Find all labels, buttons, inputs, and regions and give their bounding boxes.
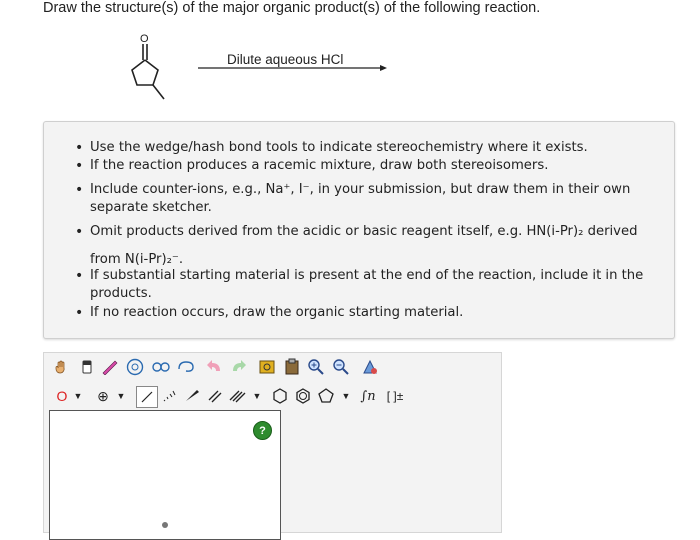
undo-icon[interactable] (205, 357, 225, 377)
oxygen-label: O (140, 33, 149, 45)
hand-icon[interactable] (52, 357, 72, 377)
eraser-icon[interactable] (77, 357, 97, 377)
benzene-icon[interactable] (293, 386, 313, 406)
chevron-down-icon[interactable]: ▼ (252, 391, 262, 401)
bracket-button[interactable]: [ ]± (386, 389, 404, 403)
reagent-label: Dilute aqueous HCl (227, 52, 344, 67)
drawing-canvas[interactable] (49, 410, 281, 540)
triple-bond-icon[interactable] (228, 386, 248, 406)
atom-selector[interactable]: O (56, 388, 68, 404)
instruction-item: • If the reaction produces a racemic mixture, draw both stereoisomers. (90, 157, 650, 175)
instruction-item: • Include counter-ions, e.g., Na⁺, I⁻, in your submission, but draw them in their own separate sketcher. (90, 181, 650, 217)
sgroup-button[interactable]: ∫n (360, 388, 376, 404)
arrow-head (380, 65, 387, 71)
ring-template-icon[interactable] (125, 357, 145, 377)
chain-icon[interactable] (151, 357, 171, 377)
cyclohexane-icon[interactable] (270, 386, 290, 406)
zoom-out-icon[interactable] (331, 357, 351, 377)
instruction-item: • If no reaction occurs, draw the organic starting material. (90, 304, 650, 322)
cyclopentane-icon[interactable] (316, 386, 336, 406)
zoom-in-icon[interactable] (306, 357, 326, 377)
wedge-bond-icon[interactable] (182, 386, 202, 406)
single-bond-icon[interactable] (136, 386, 158, 408)
instruction-item: • Use the wedge/hash bond tools to indicate stereochemistry where it exists. (90, 139, 650, 157)
instruction-item: • If substantial starting material is present at the end of the reaction, include it in the products. (90, 267, 650, 303)
hash-bond-icon[interactable] (160, 386, 180, 406)
chevron-down-icon[interactable]: ▼ (116, 391, 126, 401)
canvas-dot (162, 522, 168, 528)
charge-button[interactable]: ⊕ (97, 387, 109, 404)
lasso-icon[interactable] (176, 357, 196, 377)
paste-icon[interactable] (282, 357, 302, 377)
chevron-down-icon[interactable]: ▼ (73, 391, 83, 401)
color-icon[interactable] (360, 357, 380, 377)
redo-icon[interactable] (228, 357, 248, 377)
clean-icon[interactable] (257, 357, 277, 377)
chevron-down-icon[interactable]: ▼ (341, 391, 351, 401)
help-button[interactable]: ? (253, 421, 272, 440)
double-bond-icon[interactable] (205, 386, 225, 406)
reaction-scheme (110, 28, 410, 108)
question-text: Draw the structure(s) of the major organic product(s) of the following reaction. (43, 0, 541, 16)
cyclopentyl-ketone-structure (132, 44, 164, 99)
instructions-panel (43, 121, 675, 339)
pencil-icon[interactable] (100, 357, 120, 377)
instruction-item: • Omit products derived from the acidic or basic reagent itself, e.g. HN(i-Pr)₂ derived from N(i-Pr)₂⁻. (90, 218, 650, 274)
